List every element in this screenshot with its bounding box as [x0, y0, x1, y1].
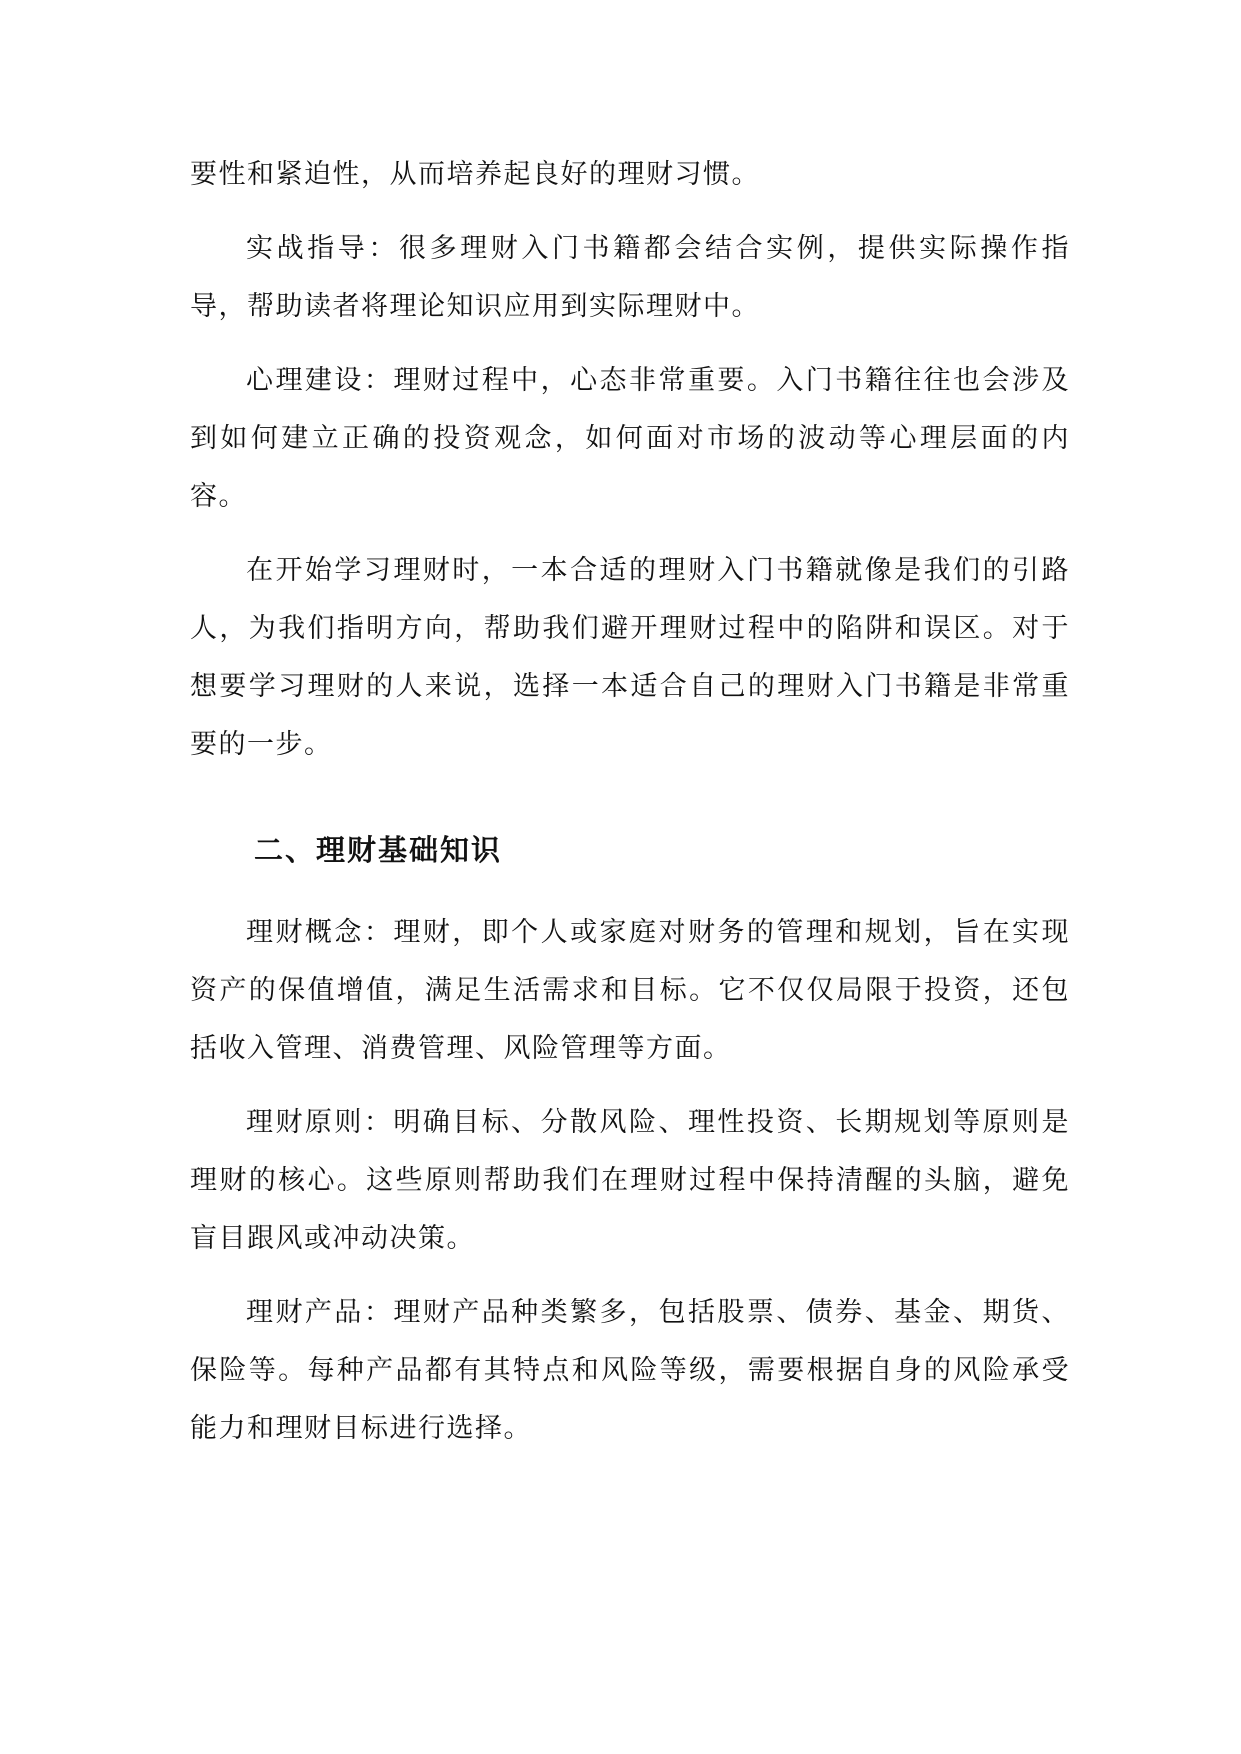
paragraph-continuation: 要性和紧迫性，从而培养起良好的理财习惯。 — [190, 159, 760, 190]
paragraph-conclusion: 在开始学习理财时，一本合适的理财入门书籍就像是我们的引路人，为我们指明方向，帮助我们避开理财过程中的陷阱和误区。对于想要学习理财的人来说，选择一本适合自己的理财入门书籍是非常重要的一步。 — [190, 555, 1070, 760]
section-heading: 二、理财基础知识 — [254, 833, 503, 867]
paragraph-finance-products: 理财产品：理财产品种类繁多，包括股票、债券、基金、期货、保险等。每种产品都有其特点和风险等级，需要根据自身的风险承受能力和理财目标进行选择。 — [190, 1297, 1070, 1444]
document-body — [190, 146, 1070, 1458]
paragraph-finance-principles: 理财原则：明确目标、分散风险、理性投资、长期规划等原则是理财的核心。这些原则帮助我们在理财过程中保持清醒的头脑，避免盲目跟风或冲动决策。 — [190, 1107, 1070, 1254]
paragraph-practical-guidance: 实战指导：很多理财入门书籍都会结合实例，提供实际操作指导，帮助读者将理论知识应用到实际理财中。 — [190, 233, 1070, 322]
paragraph-psychology: 心理建设：理财过程中，心态非常重要。入门书籍往往也会涉及到如何建立正确的投资观念，如何面对市场的波动等心理层面的内容。 — [190, 365, 1070, 512]
paragraph-finance-concept: 理财概念：理财，即个人或家庭对财务的管理和规划，旨在实现资产的保值增值，满足生活需求和目标。它不仅仅局限于投资，还包括收入管理、消费管理、风险管理等方面。 — [190, 917, 1070, 1064]
